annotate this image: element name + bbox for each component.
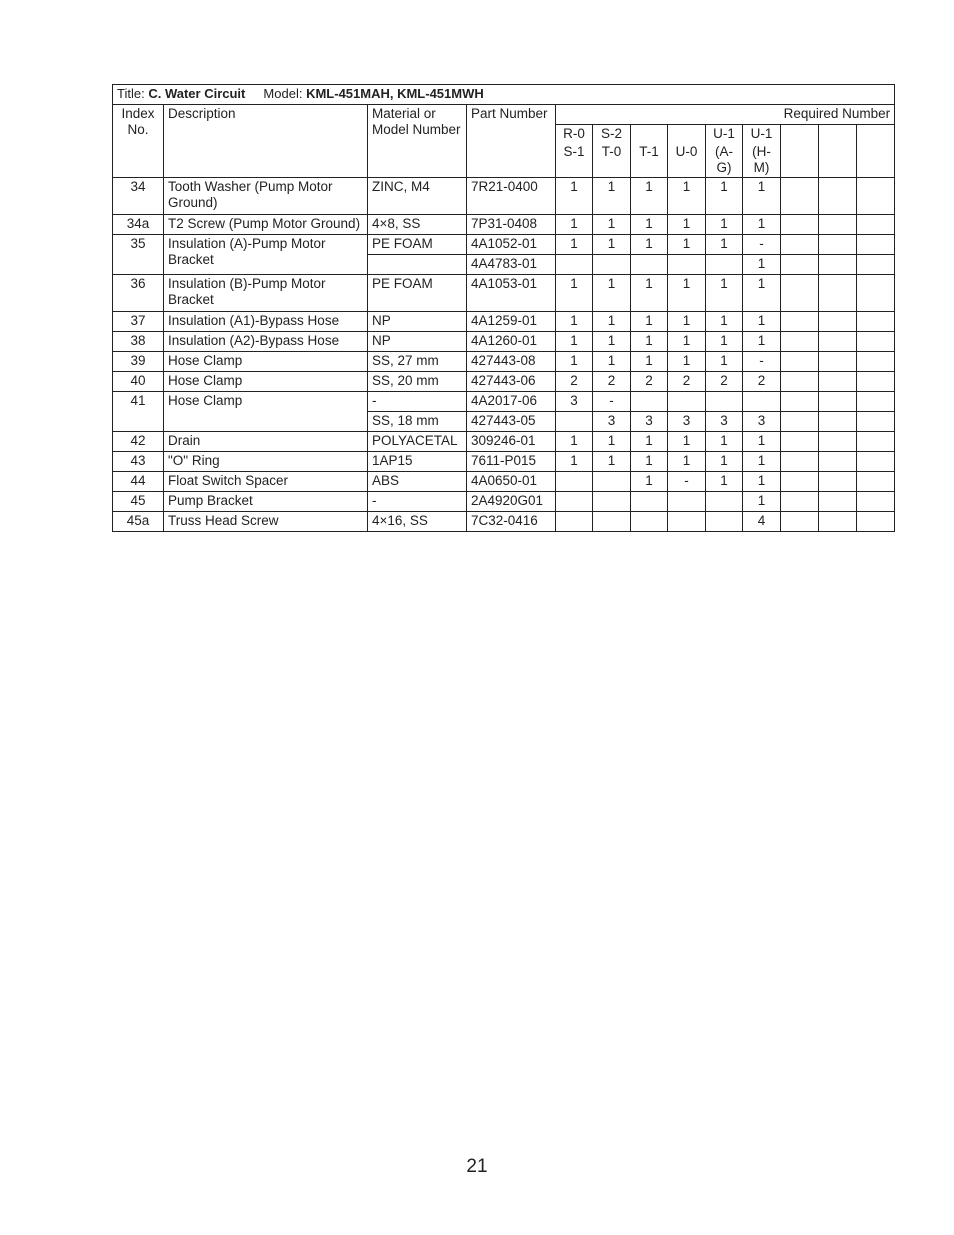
part-number-cell: 427443-05 — [467, 412, 556, 432]
quantity-cell: 1 — [631, 275, 668, 312]
description-cell: Tooth Washer (Pump Motor Ground) — [164, 178, 368, 215]
variant-header-bottom-5: (A-G) — [706, 143, 743, 178]
table-row — [113, 275, 895, 312]
quantity-cell — [857, 312, 895, 332]
quantity-cell: 1 — [668, 312, 706, 332]
quantity-cell — [781, 312, 819, 332]
quantity-cell: 1 — [631, 332, 668, 352]
index-cell: 34 — [113, 178, 164, 215]
table-row — [113, 472, 895, 492]
quantity-cell: 1 — [706, 432, 743, 452]
quantity-cell: 1 — [556, 352, 593, 372]
quantity-cell — [857, 332, 895, 352]
quantity-cell: 1 — [556, 178, 593, 215]
index-cell: 34a — [113, 215, 164, 235]
quantity-cell — [819, 312, 857, 332]
quantity-cell — [781, 235, 819, 255]
variant-header-top-4 — [668, 125, 706, 144]
quantity-cell: 1 — [668, 215, 706, 235]
part-number-cell: 4A1260-01 — [467, 332, 556, 352]
quantity-cell — [857, 432, 895, 452]
quantity-cell — [819, 215, 857, 235]
quantity-cell: 2 — [668, 372, 706, 392]
quantity-cell: 1 — [743, 472, 781, 492]
description-header: Description — [164, 105, 368, 178]
quantity-cell: 1 — [668, 235, 706, 255]
quantity-cell: 2 — [556, 372, 593, 392]
description-cell: Insulation (A2)-Bypass Hose — [164, 332, 368, 352]
page-number: 21 — [466, 1156, 488, 1177]
quantity-cell: 1 — [631, 235, 668, 255]
quantity-cell — [668, 492, 706, 512]
material-header-line1: Material or — [372, 106, 436, 121]
quantity-cell: 4 — [743, 512, 781, 532]
part-number-cell: 427443-06 — [467, 372, 556, 392]
quantity-cell: 1 — [706, 178, 743, 215]
quantity-cell: 1 — [556, 332, 593, 352]
material-cell: NP — [368, 332, 467, 352]
quantity-cell — [781, 412, 819, 432]
quantity-cell — [556, 255, 593, 275]
quantity-cell — [819, 275, 857, 312]
variant-header-top-3 — [631, 125, 668, 144]
description-cell: Float Switch Spacer — [164, 472, 368, 492]
quantity-cell — [631, 392, 668, 412]
material-cell: SS, 20 mm — [368, 372, 467, 392]
table-row — [113, 392, 895, 412]
quantity-cell — [819, 492, 857, 512]
quantity-cell — [593, 472, 631, 492]
description-cell: Pump Bracket — [164, 492, 368, 512]
title-row — [113, 85, 895, 105]
quantity-cell: 3 — [668, 412, 706, 432]
quantity-cell — [857, 235, 895, 255]
quantity-cell — [781, 275, 819, 312]
quantity-cell — [781, 432, 819, 452]
quantity-cell — [706, 512, 743, 532]
quantity-cell: 1 — [631, 432, 668, 452]
index-cell: 44 — [113, 472, 164, 492]
table-row — [113, 235, 895, 255]
description-cell: Insulation (A)-Pump Motor Bracket — [164, 235, 368, 275]
quantity-cell — [819, 412, 857, 432]
quantity-cell — [781, 392, 819, 412]
quantity-cell: 1 — [556, 215, 593, 235]
model-label: Model: — [263, 86, 303, 101]
quantity-cell: 3 — [743, 412, 781, 432]
quantity-cell — [593, 512, 631, 532]
quantity-cell — [781, 472, 819, 492]
quantity-cell — [857, 472, 895, 492]
description-cell: Drain — [164, 432, 368, 452]
quantity-cell: 1 — [593, 352, 631, 372]
quantity-cell — [743, 392, 781, 412]
quantity-cell: 1 — [706, 332, 743, 352]
index-cell: 45a — [113, 512, 164, 532]
quantity-cell: - — [668, 472, 706, 492]
quantity-cell: 2 — [743, 372, 781, 392]
quantity-cell — [668, 255, 706, 275]
quantity-cell: 1 — [631, 178, 668, 215]
quantity-cell: 1 — [706, 312, 743, 332]
variant-header-top-1: R-0 — [556, 125, 593, 144]
quantity-cell: 1 — [668, 352, 706, 372]
quantity-cell — [857, 255, 895, 275]
table-row — [113, 452, 895, 472]
quantity-cell: 3 — [593, 412, 631, 432]
quantity-cell: 1 — [743, 332, 781, 352]
part-number-cell: 4A4783-01 — [467, 255, 556, 275]
quantity-cell — [857, 452, 895, 472]
material-cell: SS, 18 mm — [368, 412, 467, 432]
material-header — [368, 105, 467, 178]
description-cell: Insulation (B)-Pump Motor Bracket — [164, 275, 368, 312]
quantity-cell — [857, 215, 895, 235]
quantity-cell — [857, 275, 895, 312]
quantity-cell: 3 — [706, 412, 743, 432]
parts-list-sheet — [112, 84, 894, 532]
part-number-cell: 4A1259-01 — [467, 312, 556, 332]
quantity-cell: 1 — [631, 215, 668, 235]
quantity-cell: 2 — [631, 372, 668, 392]
quantity-cell: 1 — [593, 432, 631, 452]
part-number-header: Part Number — [467, 105, 556, 178]
quantity-cell: 1 — [631, 452, 668, 472]
quantity-cell — [706, 492, 743, 512]
variant-header-bottom-7 — [781, 143, 819, 178]
quantity-cell: 1 — [743, 275, 781, 312]
description-cell: Hose Clamp — [164, 372, 368, 392]
variant-header-top-2: S-2 — [593, 125, 631, 144]
quantity-cell: 1 — [743, 432, 781, 452]
quantity-cell: 1 — [668, 275, 706, 312]
quantity-cell — [781, 512, 819, 532]
table-row — [113, 332, 895, 352]
part-number-cell: 2A4920G01 — [467, 492, 556, 512]
quantity-cell — [857, 352, 895, 372]
table-title — [113, 85, 895, 105]
material-cell: ABS — [368, 472, 467, 492]
table-row — [113, 512, 895, 532]
quantity-cell: 1 — [593, 178, 631, 215]
quantity-cell — [857, 392, 895, 412]
quantity-cell: 1 — [743, 452, 781, 472]
quantity-cell: 2 — [706, 372, 743, 392]
quantity-cell: 1 — [706, 275, 743, 312]
quantity-cell: 1 — [743, 215, 781, 235]
index-cell: 35 — [113, 235, 164, 275]
quantity-cell — [668, 512, 706, 532]
index-cell: 39 — [113, 352, 164, 372]
table-row — [113, 352, 895, 372]
material-cell: 4×16, SS — [368, 512, 467, 532]
variant-header-bottom-4: U-0 — [668, 143, 706, 178]
quantity-cell — [819, 512, 857, 532]
quantity-cell: 1 — [668, 432, 706, 452]
header-row-1 — [113, 105, 895, 125]
quantity-cell: 1 — [668, 452, 706, 472]
required-number-header: Required Number — [556, 105, 895, 125]
part-number-cell: 309246-01 — [467, 432, 556, 452]
material-cell: 4×8, SS — [368, 215, 467, 235]
quantity-cell — [781, 332, 819, 352]
material-cell: - — [368, 392, 467, 412]
quantity-cell: 3 — [631, 412, 668, 432]
model-value: KML-451MAH, KML-451MWH — [306, 86, 484, 101]
quantity-cell: 1 — [631, 472, 668, 492]
material-cell: SS, 27 mm — [368, 352, 467, 372]
variant-header-top-7 — [781, 125, 819, 144]
quantity-cell — [556, 412, 593, 432]
index-cell: 43 — [113, 452, 164, 472]
index-header-line1: Index — [121, 106, 155, 121]
quantity-cell — [857, 178, 895, 215]
index-cell: 36 — [113, 275, 164, 312]
description-cell: Truss Head Screw — [164, 512, 368, 532]
variant-header-top-6: U-1 — [743, 125, 781, 144]
quantity-cell — [819, 452, 857, 472]
part-number-cell: 7611-P015 — [467, 452, 556, 472]
index-cell: 41 — [113, 392, 164, 432]
quantity-cell: 1 — [743, 312, 781, 332]
part-number-cell: 4A1052-01 — [467, 235, 556, 255]
quantity-cell — [706, 255, 743, 275]
quantity-cell — [819, 392, 857, 412]
quantity-cell — [857, 372, 895, 392]
quantity-cell: 1 — [668, 332, 706, 352]
quantity-cell — [819, 372, 857, 392]
material-cell: NP — [368, 312, 467, 332]
quantity-cell — [857, 412, 895, 432]
quantity-cell: 1 — [743, 492, 781, 512]
quantity-cell — [781, 452, 819, 472]
quantity-cell — [631, 492, 668, 512]
quantity-cell: 1 — [593, 452, 631, 472]
material-cell: ZINC, M4 — [368, 178, 467, 215]
material-cell: POLYACETAL — [368, 432, 467, 452]
quantity-cell — [593, 492, 631, 512]
parts-table — [112, 84, 895, 532]
quantity-cell: 2 — [593, 372, 631, 392]
title-label: Title: — [117, 86, 145, 101]
index-cell: 38 — [113, 332, 164, 352]
quantity-cell — [781, 178, 819, 215]
quantity-cell: 1 — [631, 312, 668, 332]
quantity-cell: 1 — [593, 275, 631, 312]
description-cell: "O" Ring — [164, 452, 368, 472]
variant-header-top-8 — [819, 125, 857, 144]
quantity-cell: 1 — [593, 215, 631, 235]
material-cell: 1AP15 — [368, 452, 467, 472]
quantity-cell — [857, 512, 895, 532]
quantity-cell — [668, 392, 706, 412]
quantity-cell: - — [743, 352, 781, 372]
quantity-cell: 1 — [556, 275, 593, 312]
description-cell: Hose Clamp — [164, 392, 368, 432]
quantity-cell: 1 — [706, 452, 743, 472]
description-cell: T2 Screw (Pump Motor Ground) — [164, 215, 368, 235]
quantity-cell — [819, 332, 857, 352]
quantity-cell: 1 — [631, 352, 668, 372]
index-header-line2: No. — [127, 122, 149, 137]
table-row — [113, 492, 895, 512]
quantity-cell — [819, 178, 857, 215]
table-row — [113, 178, 895, 215]
quantity-cell — [556, 472, 593, 492]
index-cell: 45 — [113, 492, 164, 512]
quantity-cell: 1 — [706, 215, 743, 235]
quantity-cell: 1 — [668, 178, 706, 215]
part-number-cell: 4A2017-06 — [467, 392, 556, 412]
variant-header-top-9 — [857, 125, 895, 144]
index-cell: 40 — [113, 372, 164, 392]
variant-header-bottom-6: (H-M) — [743, 143, 781, 178]
quantity-cell: 1 — [593, 235, 631, 255]
quantity-cell: - — [743, 235, 781, 255]
quantity-cell — [706, 392, 743, 412]
quantity-cell: 1 — [556, 452, 593, 472]
quantity-cell: 1 — [593, 312, 631, 332]
quantity-cell — [781, 372, 819, 392]
table-row — [113, 372, 895, 392]
quantity-cell: 1 — [593, 332, 631, 352]
index-cell: 37 — [113, 312, 164, 332]
quantity-cell: - — [593, 392, 631, 412]
quantity-cell: 1 — [706, 235, 743, 255]
quantity-cell: 1 — [743, 178, 781, 215]
quantity-cell — [819, 255, 857, 275]
quantity-cell — [781, 352, 819, 372]
table-row — [113, 432, 895, 452]
quantity-cell — [631, 512, 668, 532]
quantity-cell: 1 — [706, 352, 743, 372]
part-number-cell: 4A1053-01 — [467, 275, 556, 312]
quantity-cell — [819, 352, 857, 372]
description-cell: Hose Clamp — [164, 352, 368, 372]
part-number-cell: 427443-08 — [467, 352, 556, 372]
material-cell — [368, 255, 467, 275]
quantity-cell: 1 — [556, 235, 593, 255]
variant-header-bottom-2: T-0 — [593, 143, 631, 178]
variant-header-bottom-3: T-1 — [631, 143, 668, 178]
quantity-cell: 1 — [556, 312, 593, 332]
quantity-cell — [781, 255, 819, 275]
quantity-cell: 3 — [556, 392, 593, 412]
variant-header-bottom-1: S-1 — [556, 143, 593, 178]
quantity-cell — [819, 432, 857, 452]
description-cell: Insulation (A1)-Bypass Hose — [164, 312, 368, 332]
table-row — [113, 215, 895, 235]
quantity-cell — [819, 472, 857, 492]
material-cell: PE FOAM — [368, 275, 467, 312]
quantity-cell — [556, 512, 593, 532]
part-number-cell: 7R21-0400 — [467, 178, 556, 215]
quantity-cell — [819, 235, 857, 255]
quantity-cell — [781, 215, 819, 235]
part-number-cell: 7C32-0416 — [467, 512, 556, 532]
quantity-cell — [556, 492, 593, 512]
part-number-cell: 7P31-0408 — [467, 215, 556, 235]
quantity-cell — [631, 255, 668, 275]
index-header — [113, 105, 164, 178]
quantity-cell: 1 — [743, 255, 781, 275]
material-header-line2: Model Number — [372, 122, 461, 137]
index-cell: 42 — [113, 432, 164, 452]
quantity-cell — [593, 255, 631, 275]
quantity-cell: 1 — [556, 432, 593, 452]
variant-header-top-5: U-1 — [706, 125, 743, 144]
variant-header-bottom-8 — [819, 143, 857, 178]
quantity-cell — [781, 492, 819, 512]
table-row — [113, 312, 895, 332]
material-cell: - — [368, 492, 467, 512]
material-cell: PE FOAM — [368, 235, 467, 255]
quantity-cell — [857, 492, 895, 512]
title-value: C. Water Circuit — [148, 86, 246, 101]
variant-header-bottom-9 — [857, 143, 895, 178]
part-number-cell: 4A0650-01 — [467, 472, 556, 492]
quantity-cell: 1 — [706, 472, 743, 492]
